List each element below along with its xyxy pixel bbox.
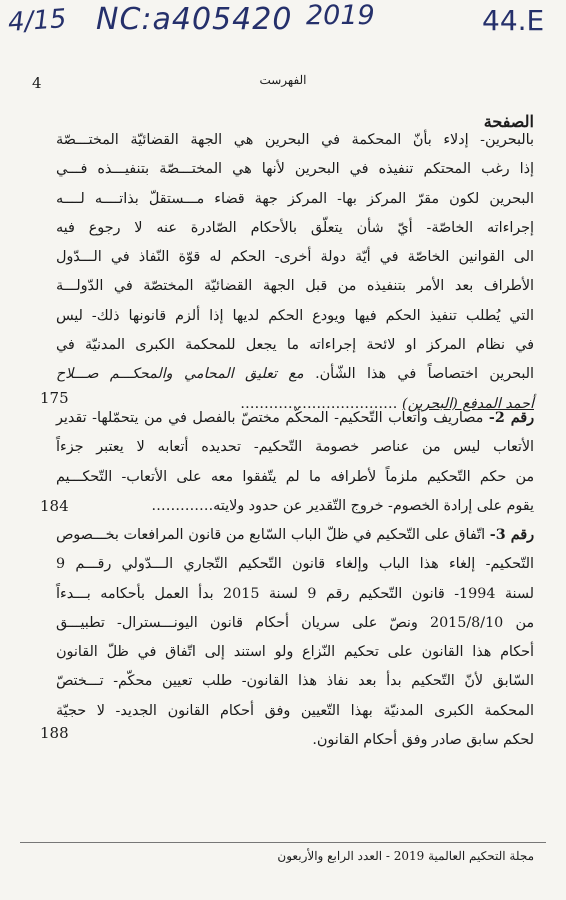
entry-line: أحكام هذا القانون على تحكيم النّزاع ولو استند إلى اتّفاق في ظلّ القانون: [56, 644, 534, 661]
page-column-header: الصفحة: [483, 112, 534, 131]
entry-line: التّحكيم- إلغاء هذا الباب وإلغاء قانون التّحكيم التّجاري الـــدّولي رقـــم 9: [56, 556, 534, 573]
entry-line: المحكمة الكبرى المدنيّة بهذا التّعيين وفق أحكام القانون الجديد- لا حجيّة: [56, 702, 534, 719]
running-head: الفهرست: [259, 73, 307, 87]
commentary-credit: مع تعليق المحامي والمحكـــم صـــلاح: [56, 366, 304, 383]
toc-entry-1: [56, 126, 534, 419]
entry-line: إجراءاته الخاصّة- أيّ شأن يتعلّق بالأحكام الصّادرة عنه لا رجوع فيه: [56, 219, 534, 236]
toc-page-number: 184: [40, 497, 69, 515]
entry-line: إذا رغب المحتكم تنفيذه في البحرين لأنها هي المختـــصّة بتنفيـــذه فـــي: [56, 161, 534, 178]
entry-line: الأتعاب ليس من عناصر خصومة التّحكيم- تحديده أتعابه لا يعتبر جزءاً: [56, 439, 534, 456]
toc-page-number: 188: [40, 724, 69, 742]
commentary-author: أحمد المدفع (البحرين): [402, 395, 534, 412]
entry-line: من 2015/8/10 ونصّ على سريان أحكام قانون اليونـــسترال- تطبيـــق: [56, 614, 534, 631]
entry-number: رقم 2-: [488, 410, 535, 426]
toc-entry-3: [56, 521, 534, 755]
entry-line: السّابق لأنّ التّحكيم بدأ بعد نفاذ هذا القانون- طلب تعيين محكّم- تـــختصّ: [56, 673, 534, 690]
handwritten-issue-mark: 44.E: [482, 4, 545, 37]
entry-number: رقم 3-: [489, 527, 535, 543]
entry-line: الأطراف بعد الأمر بتنفيذه من قبل الجهة القضائيّة المختصّة في الدّولـــة: [56, 278, 534, 295]
handwritten-catalog-number: NC:a405420: [96, 2, 293, 37]
page-number: 4: [32, 74, 42, 92]
handwritten-page-mark: 4/15: [7, 3, 68, 39]
entry-line: [56, 521, 534, 550]
entry-line: لسنة 1994- قانون التّحكيم رقم 9 لسنة 2015 بدأ العمل بأحكامه بـــدءاً: [56, 585, 534, 602]
entry-line: الى القوانين الخاصّة في أيّة دولة أخرى- الحكم له قوّة النّفاذ في الـــدّول: [56, 249, 534, 266]
entry-line: البحرين لكون مقرّ المركز بها- المركز جهة قضاء مـــستقلّ بذاتــــه لــــه: [56, 190, 534, 207]
handwritten-year: 2019: [306, 0, 375, 31]
leader-dots: ……………………………: [240, 395, 398, 412]
entry-line: [56, 404, 534, 433]
entry-line: لحكم سابق صادر وفق أحكام القانون.: [312, 732, 534, 749]
footer-divider: [20, 842, 546, 843]
page-footer: مجلة التحكيم العالمية 2019 - العدد الرابع والأربعون: [277, 849, 534, 863]
toc-entry-2: [56, 404, 534, 521]
toc-page-number: 175: [40, 389, 69, 407]
entry-line: [56, 360, 534, 389]
entry-line: في نظام المركز او لائحة إجراءاته ما يجعل للمحكمة الكبرى المدنيّة في: [56, 337, 534, 354]
entry-text: البحرين اختصاصاً في هذا الشّأن.: [315, 366, 534, 383]
entry-line: التي يُطلب تنفيذ الحكم فيها ويودع الحكم لديها إذا ألزم قانونها ذلك- ليس: [56, 307, 534, 324]
entry-line: بالبحرين- إدلاء بأنّ المحكمة في البحرين هي الجهة القضائيّة المختـــصّة: [56, 132, 534, 148]
entry-text: اتّفاق على التّحكيم في ظلّ الباب السّابع من قانون المرافعات بخـــصوص: [56, 527, 486, 543]
entry-line: من حكم التّحكيم ملزماً لأطرافه ما لم يتّفقوا معه على الأتعاب- التّحكـــيم: [56, 468, 534, 485]
entry-text: مصاريف وأتعاب التّحكيم- المحكّم مختصّ بالفصل في من يتحمّلها- تقدير: [56, 410, 484, 426]
entry-line: يقوم على إرادة الخصوم- خروج التّقدير عن حدود ولايته.…………: [151, 497, 534, 514]
